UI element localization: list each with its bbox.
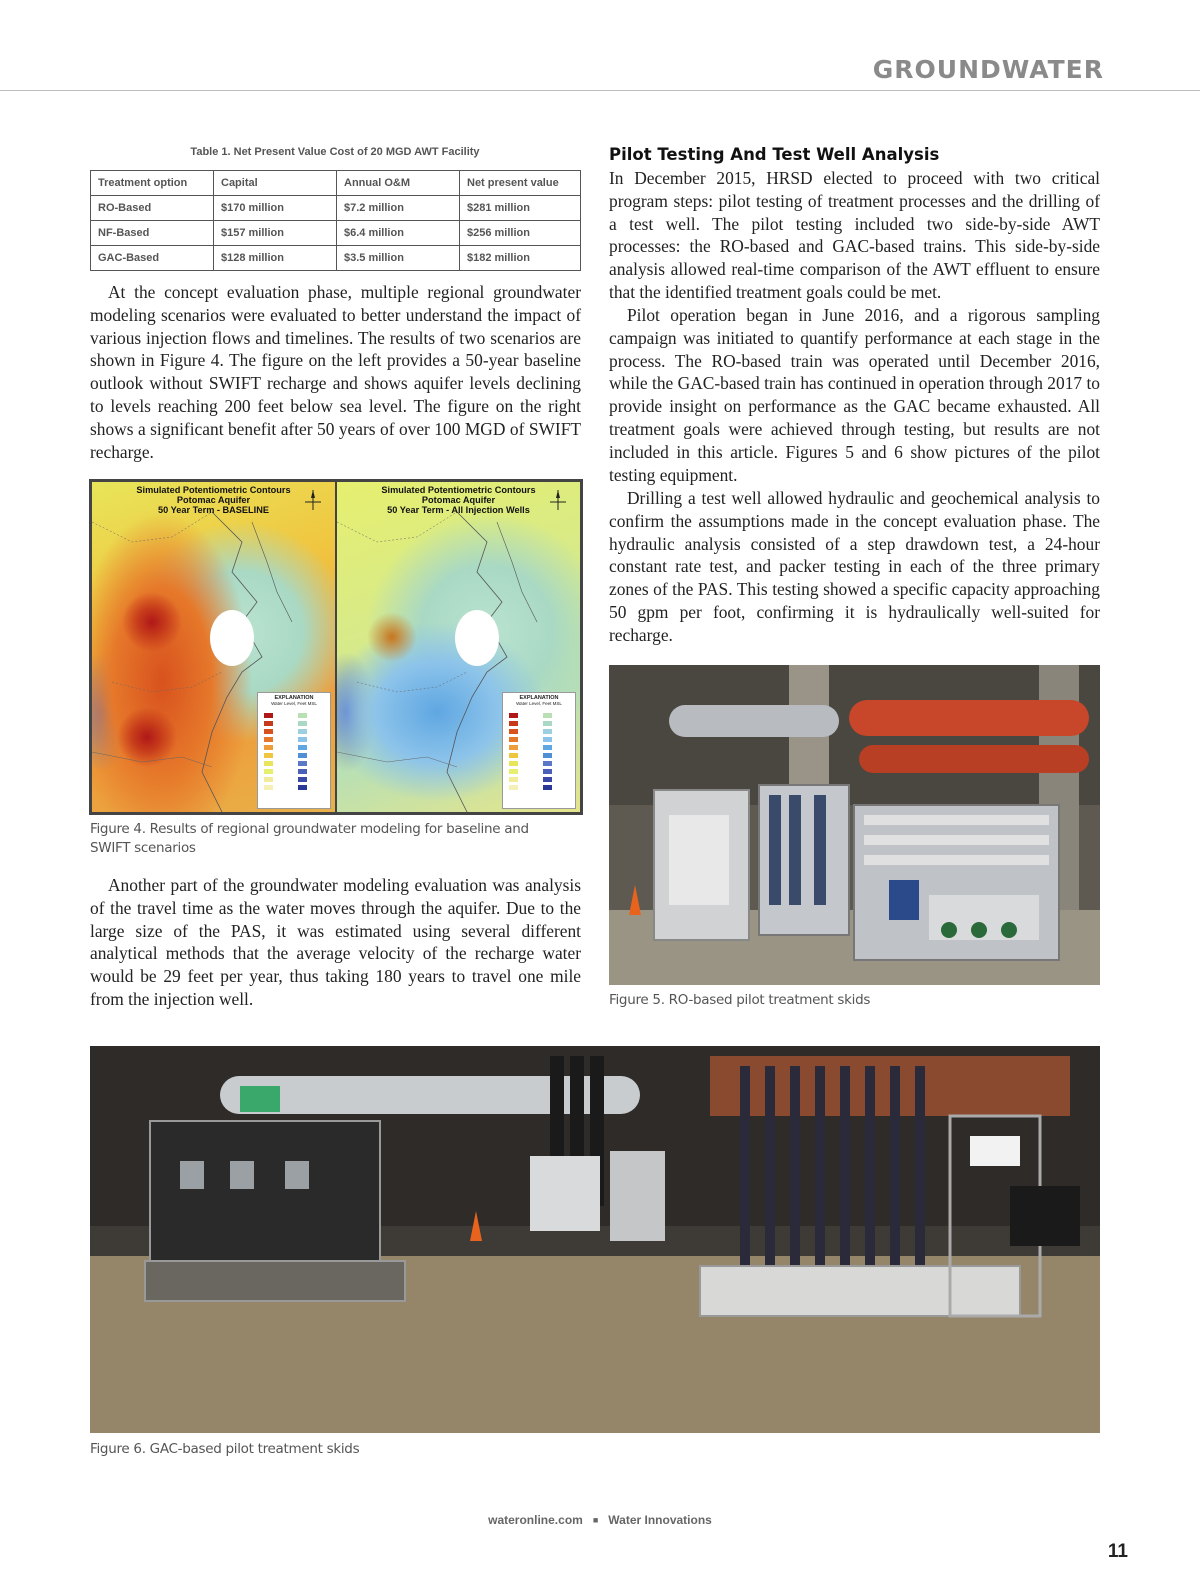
page-footer bbox=[0, 1513, 1200, 1527]
figure-5-caption: Figure 5. RO-based pilot treatment skids bbox=[609, 992, 871, 1008]
figure-6-photo bbox=[90, 1046, 1100, 1433]
body-paragraph: Pilot operation began in June 2016, and a rigorous sampling campaign was initiated to quantify performance at each stage in the process. The RO-based train was operated until December 2016, while the GAC-based train has continued in operation through 2017 to provide insight on performance as the GAC became exhausted. All treatment goals were achieved through testing, but results are not included in this article. Figures 5 and 6 show pictures of the pilot testing equipment. bbox=[609, 305, 1100, 485]
map-legend bbox=[502, 692, 576, 809]
table-cell: $182 million bbox=[460, 246, 581, 271]
cost-table bbox=[90, 170, 581, 271]
map-title-line: Simulated Potentiometric Contours bbox=[136, 485, 291, 495]
table-cell: RO-Based bbox=[91, 196, 214, 221]
chesapeake-bay-area bbox=[457, 612, 497, 664]
baseline-map bbox=[92, 482, 335, 812]
footer-site: wateronline.com bbox=[488, 1513, 583, 1527]
map-title-line: Potomac Aquifer bbox=[421, 495, 496, 505]
map-legend bbox=[257, 692, 331, 809]
table-row bbox=[91, 246, 581, 271]
body-paragraph: Another part of the groundwater modeling evaluation was analysis of the travel time as the water moves through the aquifer. Due to the large size of the PAS, it was estimated using several different analytical methods that the average velocity of the recharge water would be 29 feet per year, thus taking 180 years to travel one mile from the injection well. bbox=[90, 875, 581, 1009]
table-cell: NF-Based bbox=[91, 221, 214, 246]
map-title-line: Potomac Aquifer bbox=[176, 495, 251, 505]
table-cell: $7.2 million bbox=[337, 196, 460, 221]
table-cell: $256 million bbox=[460, 221, 581, 246]
figure-6-caption: Figure 6. GAC-based pilot treatment skids bbox=[90, 1441, 360, 1457]
table-cell: $6.4 million bbox=[337, 221, 460, 246]
north-arrow-icon bbox=[303, 488, 323, 512]
body-paragraph: Drilling a test well allowed hydraulic and geochemical analysis to confirm the assumptions made in the concept evaluation phase. The hydraulic analysis consisted of a step drawdown test, a 24-hour constant rate test, and packer testing in each of the three primary zones of the PAS. This testing showed a specific capacity approaching 50 gpm per foot, confirming it is hydraulically well-suited for recharge. bbox=[609, 488, 1100, 645]
section-title: GROUNDWATER bbox=[872, 55, 1104, 84]
table-cell: $281 million bbox=[460, 196, 581, 221]
figure-5-photo bbox=[609, 665, 1100, 985]
header-divider bbox=[0, 90, 1200, 91]
legend-title: EXPLANATION bbox=[519, 695, 559, 701]
table-header-cell: Treatment option bbox=[91, 171, 214, 196]
figure-4-maps bbox=[89, 479, 583, 815]
table-title: Table 1. Net Present Value Cost of 20 MGD AWT Facility bbox=[190, 146, 480, 158]
table-cell: GAC-Based bbox=[91, 246, 214, 271]
map-title-line: 50 Year Term - All Injection Wells bbox=[387, 505, 530, 515]
table-cell: $170 million bbox=[214, 196, 337, 221]
footer-separator: ■ bbox=[592, 1515, 599, 1525]
ro-skids-illustration bbox=[609, 665, 1100, 985]
legend-subtitle: Water Level, Feet MSL bbox=[271, 701, 317, 706]
legend-title: EXPLANATION bbox=[274, 695, 314, 701]
map-title bbox=[337, 485, 580, 515]
map-title-line: Simulated Potentiometric Contours bbox=[381, 485, 536, 495]
body-paragraph: At the concept evaluation phase, multiple regional groundwater modeling scenarios were evaluated to better understand the impact of various injection flows and timelines. The results of two scenarios are shown in Figure 4. The figure on the left provides a 50-year baseline outlook without SWIFT recharge and shows aquifer levels declining to levels reaching 200 feet below sea level. The figure on the right shows a significant benefit after 50 years of over 100 MGD of SWIFT recharge. bbox=[90, 282, 581, 462]
footer-publication: Water Innovations bbox=[608, 1513, 712, 1527]
north-arrow-icon bbox=[548, 488, 568, 512]
table-header-cell: Annual O&M bbox=[337, 171, 460, 196]
table-cell: $157 million bbox=[214, 221, 337, 246]
chesapeake-bay-area bbox=[212, 612, 252, 664]
table-row bbox=[91, 196, 581, 221]
legend-subtitle: Water Level, Feet MSL bbox=[516, 701, 562, 706]
table-header-cell: Net present value bbox=[460, 171, 581, 196]
section-heading: Pilot Testing And Test Well Analysis bbox=[609, 145, 940, 164]
body-paragraph: In December 2015, HRSD elected to proceed with two critical program steps: pilot testing of treatment processes and the drilling of a test well. The pilot testing included two side-by-side AWT processes: the RO-based and GAC-based trains. This side-by-side analysis allowed real-time comparison of the AWT effluent to ensure that the identified treatment goals could be met. bbox=[609, 168, 1100, 302]
map-title-line: 50 Year Term - BASELINE bbox=[158, 505, 269, 515]
page-number: 11 bbox=[1107, 1541, 1128, 1562]
map-title bbox=[92, 485, 335, 515]
figure-4-caption: Figure 4. Results of regional groundwater modeling for baseline and SWIFT scenarios bbox=[90, 821, 529, 856]
table-cell: $128 million bbox=[214, 246, 337, 271]
table-cell: $3.5 million bbox=[337, 246, 460, 271]
injection-map bbox=[337, 482, 580, 812]
table-header-row bbox=[91, 171, 581, 196]
table-row bbox=[91, 221, 581, 246]
gac-skids-illustration bbox=[90, 1046, 1100, 1433]
table-header-cell: Capital bbox=[214, 171, 337, 196]
